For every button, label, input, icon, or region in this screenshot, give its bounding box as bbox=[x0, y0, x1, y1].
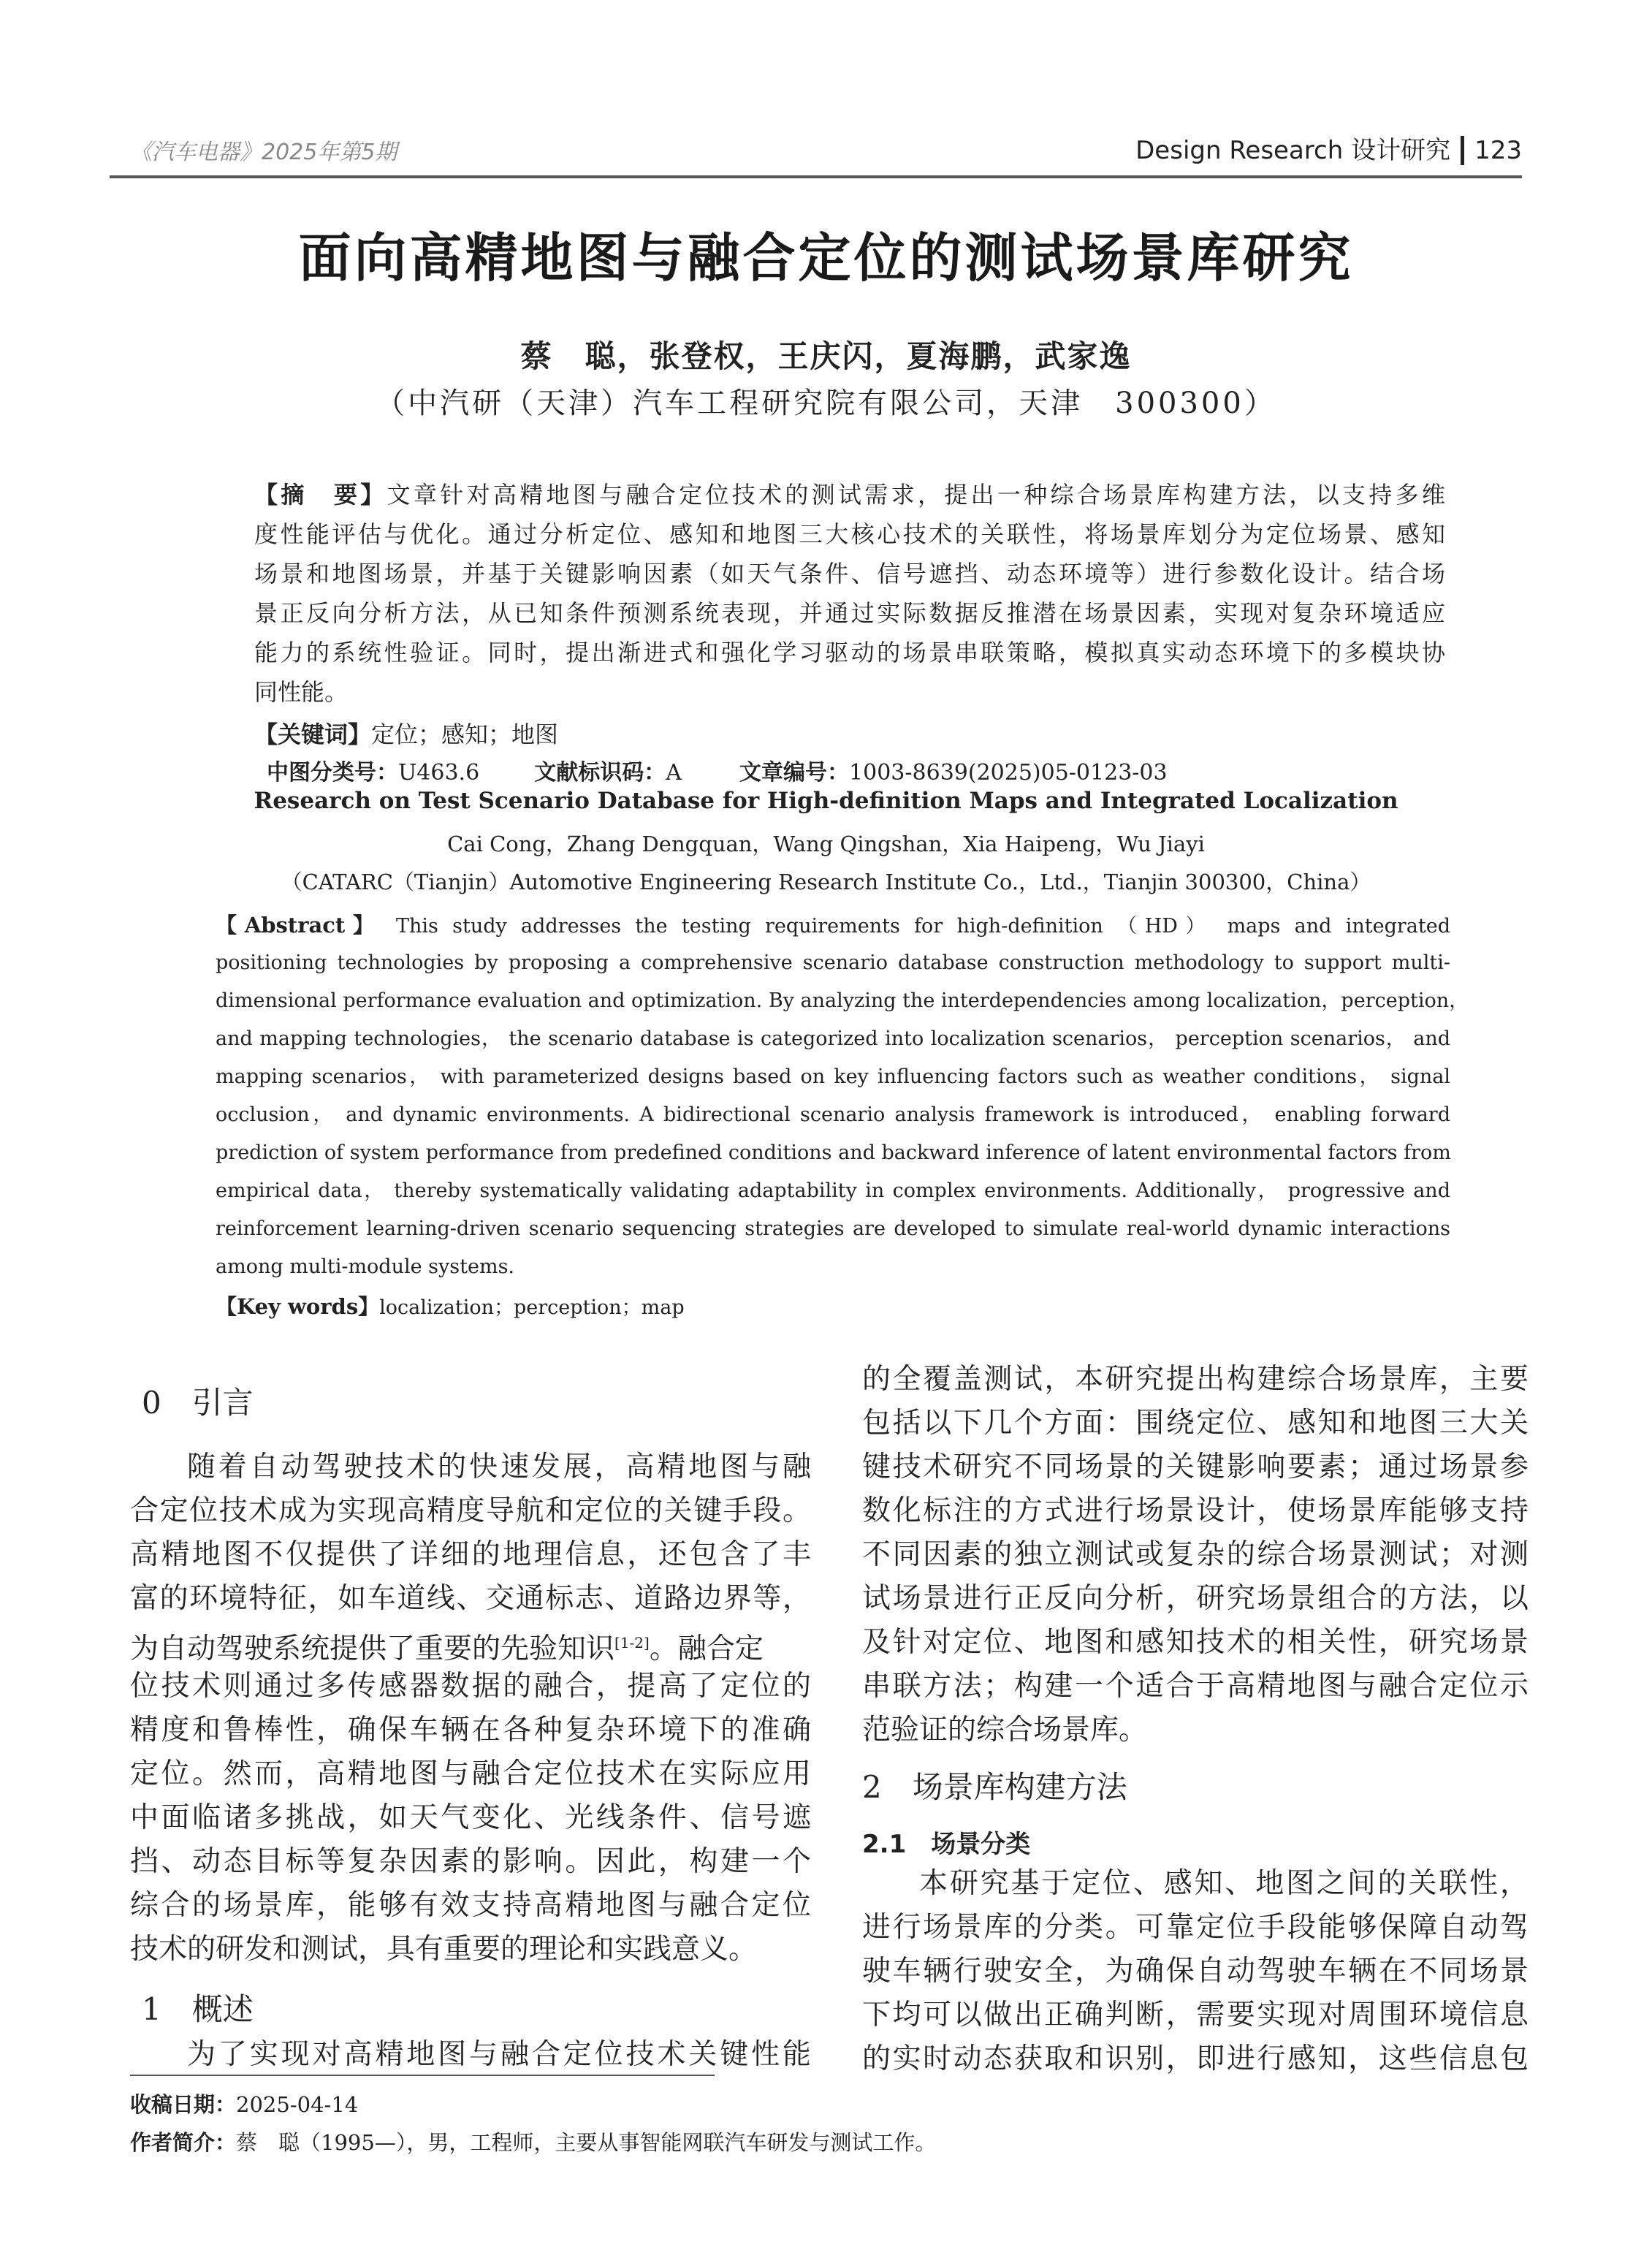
received-date bbox=[130, 2088, 358, 2118]
body-line: 挡、动态目标等复杂因素的影响。因此，构建一个 bbox=[130, 1845, 811, 1878]
body-line: 为了实现对高精地图与融合定位技术关键性能 bbox=[187, 2038, 811, 2071]
abstract-en-line: mapping scenarios， with parameterized designs based on key influencing factors such as weather conditions， signal bbox=[216, 1065, 1450, 1088]
left-column bbox=[130, 0, 811, 2071]
bio-value: 蔡 聪（1995—），男，工程师，主要从事智能网联汽车研发与测试工作。 bbox=[236, 2130, 937, 2155]
body-line: 及针对定位、地图和感知技术的相关性，研究场景 bbox=[862, 1626, 1529, 1659]
keywords-cn-label: 【关键词】 bbox=[254, 721, 372, 748]
affiliation-cn: （中汽研（天津）汽车工程研究院有限公司，天津 300300） bbox=[376, 387, 1276, 420]
author-bio bbox=[130, 2126, 936, 2156]
received-label: 收稿日期： bbox=[130, 2092, 237, 2117]
body-line: 精度和鲁棒性，确保车辆在各种复杂环境下的准确 bbox=[130, 1714, 811, 1746]
body-line: 包括以下几个方面：围绕定位、感知和地图三大关 bbox=[862, 1407, 1529, 1440]
body-line: 进行场景库的分类。可靠定位手段能够保障自动驾 bbox=[862, 1911, 1529, 1944]
abstract-en-line: and mapping technologies， the scenario database is categorized into localization scenarios， perception scenarios， and bbox=[216, 1027, 1450, 1050]
abstract-en-line: prediction of system performance from predefined conditions and backward inference of latent environmental factors from bbox=[216, 1141, 1451, 1164]
abstract-cn-line: 度性能评估与优化。通过分析定位、感知和地图三大核心技术的关联性，将场景库划分为定位场景、感知 bbox=[254, 520, 1445, 548]
abstract-cn-line: 同性能。 bbox=[254, 678, 349, 706]
body-line: 中面临诸多挑战，如天气变化、光线条件、信号遮 bbox=[130, 1801, 811, 1834]
body-line: 本研究基于定位、感知、地图之间的关联性， bbox=[919, 1867, 1529, 1900]
authors-en: Cai Cong，Zhang Dengquan，Wang Qingshan，Xia Haipeng，Wu Jiayi bbox=[447, 832, 1205, 856]
body-line: 数化标注的方式进行场景设计，使场景库能够支持 bbox=[862, 1494, 1529, 1527]
abstract-en-line: dimensional performance evaluation and optimization. By analyzing the interdependencies among localization，perception， bbox=[216, 989, 1469, 1012]
abstract-cn-label: 【摘 要】 bbox=[254, 481, 387, 509]
title-en: Research on Test Scenario Database for High-definition Maps and Integrated Localization bbox=[254, 788, 1398, 814]
abstract-cn-line: 景正反向分析方法，从已知条件预测系统表现，并通过实际数据反推潜在场景因素，实现对复杂环境适应 bbox=[254, 599, 1445, 627]
abstract-en-line: among multi-module systems. bbox=[216, 1255, 515, 1278]
body-line: 定位。然而，高精地图与融合定位技术在实际应用 bbox=[130, 1757, 811, 1790]
section-1-heading: 1 概述 bbox=[142, 1991, 254, 2027]
body-line: 键技术研究不同场景的关键影响要素；通过场景参 bbox=[862, 1451, 1529, 1483]
body-line: 下均可以做出正确判断，需要实现对周围环境信息 bbox=[862, 1999, 1529, 2031]
body-line: 驶车辆行驶安全，为确保自动驾驶车辆在不同场景 bbox=[862, 1955, 1529, 1988]
keywords-en-value: localization；perception；map bbox=[379, 1296, 685, 1319]
keywords-cn-value: 定位；感知；地图 bbox=[371, 721, 559, 748]
abstract-en-label: 【Abstract】 bbox=[216, 913, 382, 938]
body-line: 的实时动态获取和识别，即进行感知，这些信息包 bbox=[862, 2042, 1529, 2075]
paper-title: 面向高精地图与融合定位的测试场景库研究 bbox=[298, 227, 1354, 289]
body-line: 试场景进行正反向分析，研究场景组合的方法，以 bbox=[862, 1582, 1529, 1615]
footnote-rule bbox=[130, 2075, 715, 2076]
abstract-en-line: 【Abstract】 This study addresses the testing requirements for high-definition （HD） maps and integrated bbox=[216, 913, 1450, 938]
classification-row: 中图分类号：U463.6 文献标识码：A 文章编号：1003-8639(2025)05-0123-03 bbox=[267, 760, 1168, 786]
section-0-heading: 0 引言 bbox=[142, 1385, 254, 1421]
body-line: 合定位技术成为实现高精度导航和定位的关键手段。 bbox=[130, 1494, 811, 1527]
section-label: Design Research 设计研究 bbox=[1135, 136, 1451, 165]
received-value: 2025-04-14 bbox=[236, 2092, 359, 2117]
section-2-heading: 2 场景库构建方法 bbox=[862, 1769, 1127, 1805]
body-line: 不同因素的独立测试或复杂的综合场景测试；对测 bbox=[862, 1538, 1529, 1571]
abstract-en-line: occlusion， and dynamic environments. A bidirectional scenario analysis framework is introduced， enabling forward bbox=[216, 1103, 1450, 1126]
abstract-en-line: reinforcement learning-driven scenario sequencing strategies are developed to simulate real-world dynamic interactions bbox=[216, 1217, 1450, 1240]
keywords-en-label: 【Key words】 bbox=[216, 1294, 380, 1319]
abstract-en-line: empirical data， thereby systematically validating adaptability in complex environments. Additionally， progressive and bbox=[216, 1179, 1450, 1202]
page-number: 123 bbox=[1461, 136, 1522, 165]
body-line: 范验证的综合场景库。 bbox=[862, 1714, 1148, 1746]
body-line: 串联方法；构建一个适合于高精地图与融合定位示 bbox=[862, 1670, 1529, 1703]
bio-label: 作者简介： bbox=[130, 2130, 237, 2155]
body-line: 技术的研发和测试，具有重要的理论和实践意义。 bbox=[130, 1933, 758, 1966]
abstract-cn-line: 能力的系统性验证。同时，提出渐进式和强化学习驱动的场景串联策略，模拟真实动态环境下的多模块协 bbox=[254, 639, 1445, 666]
authors-cn: 蔡 聪，张登权，王庆闪，夏海鹏，武家逸 bbox=[520, 338, 1132, 374]
body-line: 综合的场景库，能够有效支持高精地图与融合定位 bbox=[130, 1889, 811, 1922]
right-column bbox=[862, 0, 1529, 2075]
subsection-2-1-heading: 2.1 场景分类 bbox=[862, 1830, 1031, 1859]
body-line: 的全覆盖测试，本研究提出构建综合场景库，主要 bbox=[862, 1363, 1529, 1396]
abstract-cn-line: 【摘 要】文章针对高精地图与融合定位技术的测试需求，提出一种综合场景库构建方法，以支持多维 bbox=[254, 481, 1445, 509]
abstract-cn-line: 场景和地图场景，并基于关键影响因素（如天气条件、信号遮挡、动态环境等）进行参数化设计。结合场 bbox=[254, 560, 1445, 588]
abstract-en-line: positioning technologies by proposing a comprehensive scenario database construction methodology to support multi- bbox=[216, 951, 1450, 974]
body-line: 富的环境特征，如车道线、交通标志、道路边界等， bbox=[130, 1582, 811, 1615]
body-line: 为自动驾驶系统提供了重要的先验知识[1-2]。融合定 bbox=[130, 1632, 764, 1665]
journal-name: 《汽车电器》2025年第5期 bbox=[130, 140, 397, 165]
affiliation-en: （CATARC（Tianjin）Automotive Engineering Research Institute Co.，Ltd.，Tianjin 300300，China） bbox=[281, 870, 1371, 894]
citation: [1-2] bbox=[614, 1634, 650, 1651]
body-line: 位技术则通过多传感器数据的融合，提高了定位的 bbox=[130, 1670, 811, 1703]
body-line: 高精地图不仅提供了详细的地理信息，还包含了丰 bbox=[130, 1538, 811, 1571]
body-line: 随着自动驾驶技术的快速发展，高精地图与融 bbox=[187, 1451, 811, 1483]
